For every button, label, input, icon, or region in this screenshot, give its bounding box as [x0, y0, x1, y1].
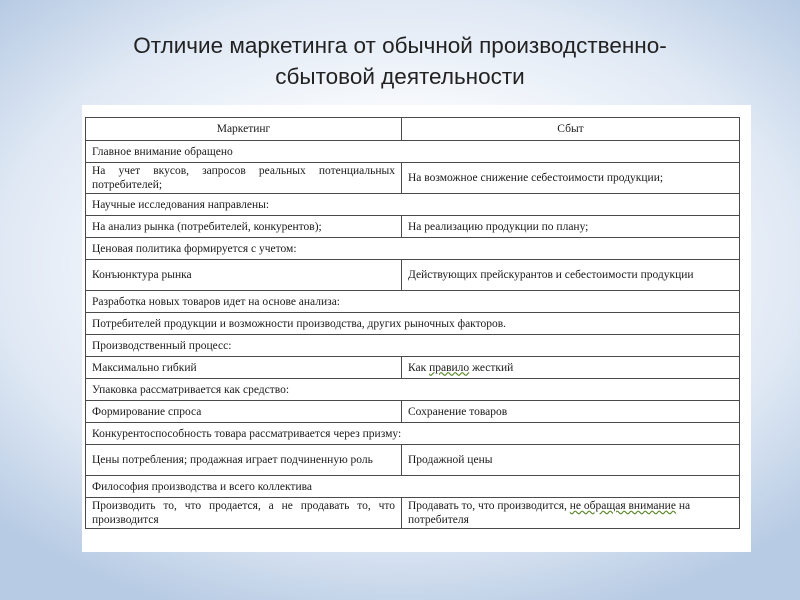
marketing-cell: На учет вкусов, запросов реальных потенциальных потребителей;	[86, 163, 402, 194]
section-heading: Производственный процесс:	[86, 335, 740, 357]
table-panel	[82, 105, 751, 552]
comparison-table	[85, 117, 740, 529]
spellcheck-underlined-text: не обращая внимание	[569, 500, 676, 512]
section-heading: Упаковка рассматривается как средство:	[86, 379, 740, 401]
slide-title-line-1: Отличие маркетинга от обычной производственно-	[133, 33, 667, 58]
sales-cell: Продажной цены	[402, 445, 740, 476]
sales-cell: Действующих прейскурантов и себестоимости продукции	[402, 260, 740, 291]
marketing-cell: Формирование спроса	[86, 401, 402, 423]
table-row	[86, 445, 740, 476]
section-heading: Конкурентоспособность товара рассматривается через призму:	[86, 423, 740, 445]
section-heading: Философия производства и всего коллектива	[86, 476, 740, 498]
table-row	[86, 423, 740, 445]
slide-title	[40, 30, 760, 92]
table-row	[86, 260, 740, 291]
marketing-cell: Цены потребления; продажная играет подчиненную роль	[86, 445, 402, 476]
table-row	[86, 379, 740, 401]
table-row	[86, 291, 740, 313]
sales-cell	[402, 357, 740, 379]
table-row	[86, 194, 740, 216]
sales-cell-text: Как	[408, 361, 430, 374]
sales-cell-text: на потребителя	[408, 500, 691, 526]
table-row	[86, 335, 740, 357]
section-heading: Потребителей продукции и возможности производства, других рыночных факторов.	[86, 313, 740, 335]
sales-cell-text: Продавать то, что производится,	[408, 500, 570, 512]
table-row	[86, 163, 740, 194]
marketing-cell: На анализ рынка (потребителей, конкурентов);	[86, 216, 402, 238]
sales-cell-text: жесткий	[469, 361, 514, 374]
table-row	[86, 238, 740, 260]
table-header-row	[86, 118, 740, 141]
table-row	[86, 401, 740, 423]
table-row	[86, 216, 740, 238]
marketing-cell: Производить то, что продается, а не продавать то, что производится	[86, 498, 402, 529]
section-heading: Главное внимание обращено	[86, 141, 740, 163]
table-row	[86, 476, 740, 498]
table-row	[86, 357, 740, 379]
table-row	[86, 141, 740, 163]
table-row	[86, 313, 740, 335]
marketing-cell: Максимально гибкий	[86, 357, 402, 379]
marketing-cell: Конъюнктура рынка	[86, 260, 402, 291]
spellcheck-underlined-text: правило	[429, 361, 470, 374]
table-row	[86, 498, 740, 529]
section-heading: Разработка новых товаров идет на основе анализа:	[86, 291, 740, 313]
header-sales: Сбыт	[402, 118, 740, 141]
section-heading: Научные исследования направлены:	[86, 194, 740, 216]
sales-cell: На возможное снижение себестоимости продукции;	[402, 163, 740, 194]
sales-cell: На реализацию продукции по плану;	[402, 216, 740, 238]
slide-title-line-2: сбытовой деятельности	[275, 64, 525, 89]
sales-cell	[402, 498, 740, 529]
section-heading: Ценовая политика формируется с учетом:	[86, 238, 740, 260]
sales-cell: Сохранение товаров	[402, 401, 740, 423]
header-marketing: Маркетинг	[86, 118, 402, 141]
